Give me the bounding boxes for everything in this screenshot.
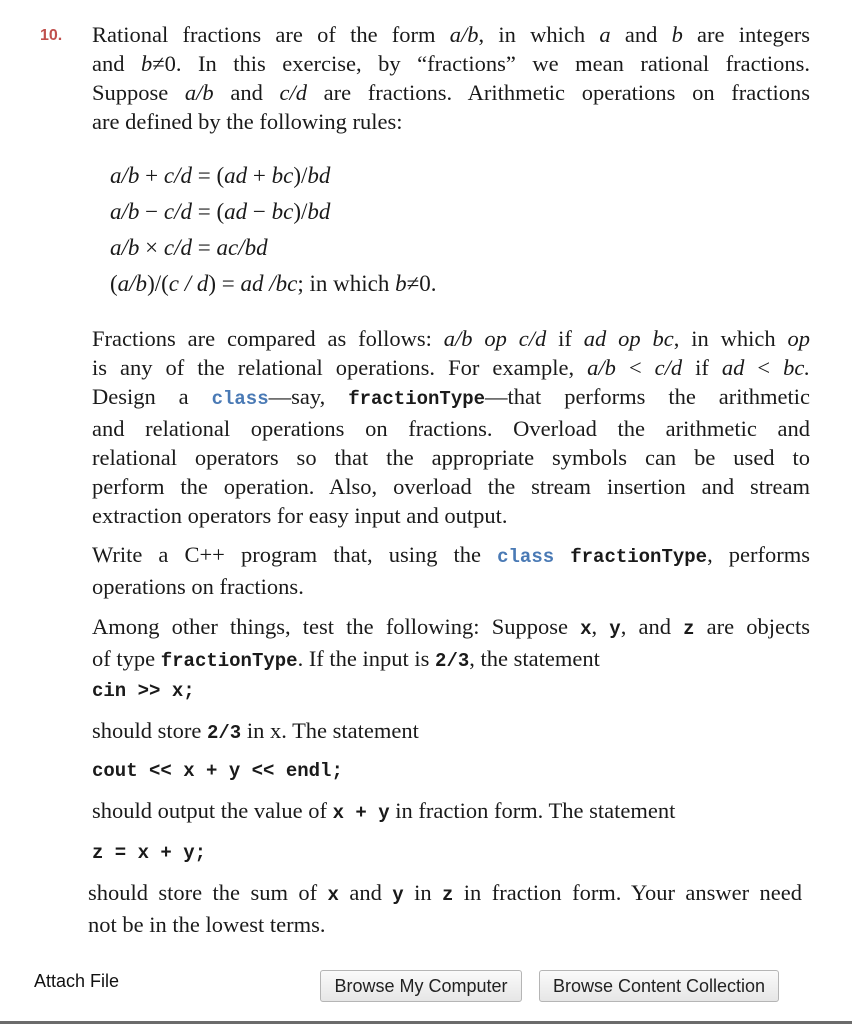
text-line bbox=[92, 796, 810, 828]
text-line bbox=[92, 78, 810, 107]
text-run: + bbox=[139, 163, 164, 188]
math-italic: a/b bbox=[449, 22, 479, 47]
write-paragraph bbox=[92, 540, 810, 601]
text-line bbox=[88, 878, 802, 910]
math-italic: c / d bbox=[168, 271, 209, 296]
text-run: < bbox=[615, 355, 655, 380]
math-italic: bc. bbox=[783, 355, 810, 380]
math-italic: a/b bbox=[117, 271, 148, 296]
text-line bbox=[92, 353, 810, 382]
math-italic: a/b bbox=[110, 235, 140, 260]
math-italic: bc bbox=[271, 199, 294, 224]
text-run: in bbox=[403, 880, 442, 905]
math-italic: c/d bbox=[279, 80, 308, 105]
inline-code: x bbox=[580, 618, 592, 640]
text-run: should output the value of bbox=[92, 798, 333, 823]
math-italic: bc bbox=[271, 163, 294, 188]
text-run: should store the sum of bbox=[88, 880, 328, 905]
math-italic: ac/bd bbox=[216, 235, 268, 260]
text-run: perform the operation. Also, overload the stream insertion and stream bbox=[92, 474, 810, 499]
text-run: = ( bbox=[191, 163, 225, 188]
text-run: —that performs the arithmetic bbox=[485, 384, 810, 409]
text-run: is any of the relational operations. For example, bbox=[92, 355, 588, 380]
text-run: are defined by the following rules: bbox=[92, 109, 403, 134]
text-line bbox=[110, 158, 437, 194]
math-italic: a/b bbox=[184, 80, 214, 105]
text-run: are objects bbox=[694, 614, 810, 639]
text-run: Fractions are compared as follows: bbox=[92, 326, 444, 351]
text-run: and bbox=[213, 80, 280, 105]
text-run: ; in which bbox=[297, 271, 396, 296]
inline-code: x bbox=[327, 884, 339, 906]
text-run: not be in the lowest terms. bbox=[88, 912, 326, 937]
text-run: operations on fractions. bbox=[92, 574, 304, 599]
math-italic: a/b op c/d bbox=[443, 326, 547, 351]
text-line bbox=[92, 540, 810, 572]
text-run: and bbox=[92, 51, 142, 76]
browse-content-collection-button[interactable]: Browse Content Collection bbox=[539, 970, 779, 1002]
inline-code: fractionType bbox=[570, 546, 708, 568]
text-run: , in which bbox=[673, 326, 788, 351]
text-line bbox=[88, 910, 802, 939]
math-italic: op bbox=[787, 326, 810, 351]
code-cout: cout << x + y << endl; bbox=[92, 760, 343, 782]
text-line bbox=[110, 266, 437, 302]
rules-list bbox=[110, 158, 437, 302]
inline-code: x + y bbox=[332, 802, 390, 824]
text-run: − bbox=[247, 199, 272, 224]
among-paragraph bbox=[92, 612, 810, 676]
text-run: should store bbox=[92, 718, 207, 743]
text-run: in x. The statement bbox=[241, 718, 419, 743]
text-run: , bbox=[591, 614, 610, 639]
text-run: = bbox=[191, 235, 217, 260]
math-italic: ad /bc bbox=[240, 271, 298, 296]
math-italic: c/d bbox=[654, 355, 683, 380]
text-run: are fractions. Arithmetic operations on fractions bbox=[307, 80, 810, 105]
text-line bbox=[110, 230, 437, 266]
text-run: ) = bbox=[208, 271, 241, 296]
text-run: ≠0. In this exercise, by “fractions” we mean rational fractions. bbox=[152, 51, 810, 76]
text-line bbox=[92, 472, 810, 501]
text-line bbox=[92, 324, 810, 353]
math-italic: ad bbox=[224, 163, 248, 188]
text-run: , in which bbox=[478, 22, 600, 47]
text-run: Among other things, test the following: Suppose bbox=[92, 614, 581, 639]
inline-code: z bbox=[441, 884, 454, 906]
output-paragraph bbox=[92, 796, 810, 828]
text-line bbox=[92, 572, 810, 601]
text-run: if bbox=[546, 326, 584, 351]
text-run: Suppose bbox=[92, 80, 185, 105]
inline-code: 2/3 bbox=[435, 650, 470, 672]
text-run: )/( bbox=[147, 271, 169, 296]
text-run: )/ bbox=[293, 199, 308, 224]
code-cin: cin >> x; bbox=[92, 680, 195, 702]
exercise-number: 10. bbox=[40, 27, 63, 44]
text-run: . If the input is bbox=[297, 646, 436, 671]
text-run: ( bbox=[110, 271, 118, 296]
text-run: of type bbox=[92, 646, 161, 671]
text-run: in fraction form. The statement bbox=[389, 798, 676, 823]
text-run bbox=[554, 542, 570, 567]
text-run: Rational fractions are of the form bbox=[92, 22, 450, 47]
math-italic: c/d bbox=[163, 235, 192, 260]
math-italic: a/b bbox=[587, 355, 616, 380]
math-italic: b bbox=[395, 271, 407, 296]
math-italic: a/b bbox=[110, 163, 140, 188]
text-run: − bbox=[139, 199, 164, 224]
math-italic: ad bbox=[224, 199, 248, 224]
text-line bbox=[110, 194, 437, 230]
text-line bbox=[92, 716, 810, 748]
text-run: < bbox=[744, 355, 784, 380]
code-assign: z = x + y; bbox=[92, 842, 207, 864]
math-italic: c/d bbox=[163, 163, 192, 188]
text-run: , performs bbox=[707, 542, 810, 567]
text-run: , the statement bbox=[469, 646, 600, 671]
text-run: × bbox=[139, 235, 164, 260]
text-line bbox=[92, 414, 810, 443]
text-line bbox=[92, 49, 810, 78]
text-line bbox=[92, 382, 810, 414]
compare-paragraph bbox=[92, 324, 810, 530]
text-run: relational operators so that the appropriate symbols can be used to bbox=[92, 445, 810, 470]
math-italic: b bbox=[671, 22, 683, 47]
inline-keyword: class bbox=[497, 546, 555, 568]
inline-code: fractionType bbox=[160, 650, 298, 672]
inline-code: fractionType bbox=[348, 388, 486, 410]
inline-keyword: class bbox=[211, 388, 269, 410]
inline-code: y bbox=[392, 884, 404, 906]
inline-code: 2/3 bbox=[207, 722, 242, 744]
text-run: Write a C++ program that, using the bbox=[92, 542, 498, 567]
text-run: )/ bbox=[293, 163, 308, 188]
inline-code: y bbox=[609, 618, 621, 640]
text-run: , and bbox=[620, 614, 684, 639]
browse-my-computer-button[interactable]: Browse My Computer bbox=[320, 970, 522, 1002]
math-italic: bd bbox=[307, 199, 331, 224]
math-italic: a bbox=[599, 22, 611, 47]
store-paragraph bbox=[92, 716, 810, 748]
text-run: + bbox=[247, 163, 272, 188]
text-line bbox=[92, 107, 810, 136]
math-italic: c/d bbox=[163, 199, 192, 224]
text-line bbox=[92, 443, 810, 472]
math-italic: ad bbox=[721, 355, 745, 380]
text-run: are integers bbox=[682, 22, 810, 47]
text-line bbox=[92, 612, 810, 644]
text-line bbox=[92, 20, 810, 49]
text-run: ≠0. bbox=[406, 271, 437, 296]
math-italic: b bbox=[141, 51, 153, 76]
intro-paragraph bbox=[92, 20, 810, 136]
text-run: if bbox=[682, 355, 722, 380]
text-run: = ( bbox=[191, 199, 225, 224]
math-italic: bd bbox=[307, 163, 331, 188]
text-run: and relational operations on fractions. Overload the arithmetic and bbox=[92, 416, 810, 441]
final-paragraph bbox=[88, 878, 802, 939]
text-run: and bbox=[610, 22, 672, 47]
text-line bbox=[92, 501, 810, 530]
text-line bbox=[92, 644, 810, 676]
text-run: and bbox=[338, 880, 393, 905]
attach-file-label: Attach File bbox=[34, 971, 120, 991]
text-run: extraction operators for easy input and output. bbox=[92, 503, 508, 528]
text-run: Design a bbox=[92, 384, 212, 409]
inline-code: z bbox=[683, 618, 695, 640]
math-italic: ad op bc bbox=[583, 326, 674, 351]
text-run: —say, bbox=[268, 384, 349, 409]
text-run: in fraction form. Your answer need bbox=[453, 880, 803, 905]
math-italic: a/b bbox=[110, 199, 140, 224]
